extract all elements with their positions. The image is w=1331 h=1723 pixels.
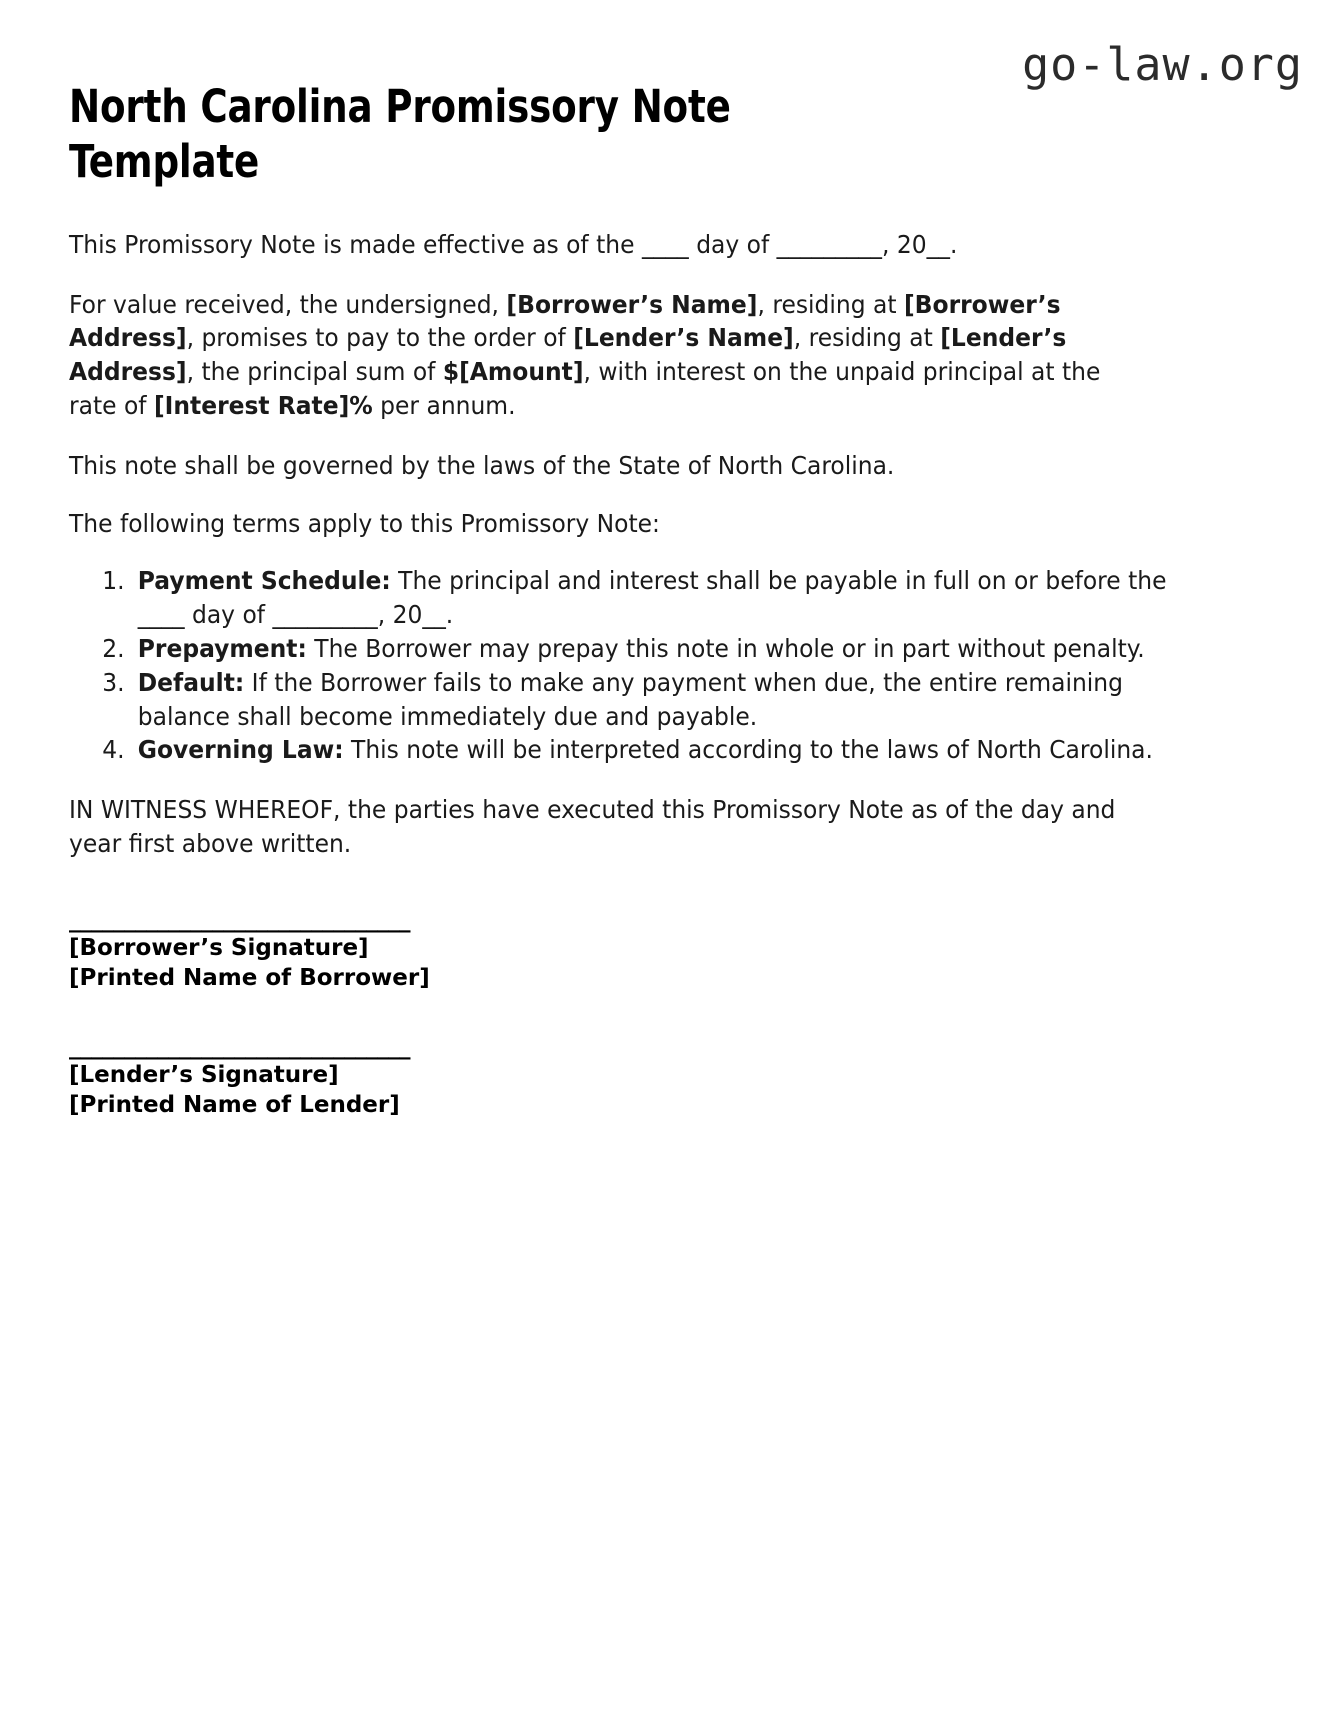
terms-list <box>69 564 1202 767</box>
month-blank: _________ <box>776 229 882 259</box>
consideration-text-1: For value received, the undersigned, <box>69 289 507 319</box>
spacer <box>69 262 1144 288</box>
term-label: Prepayment: <box>137 633 307 663</box>
consideration-text-2: , residing at <box>757 289 904 319</box>
consideration-text-6: , with interest on the unpaid principal at the rate of <box>69 357 1101 420</box>
lender-signature-label: [Lender’s Signature] <box>69 1061 339 1088</box>
spacer <box>69 190 1144 228</box>
list-item <box>132 564 1202 632</box>
lender-printed-name-label: [Printed Name of Lender] <box>69 1091 400 1118</box>
borrower-signature-rule: _______________________________ <box>69 906 410 933</box>
list-item <box>132 733 1202 767</box>
term-text: The principal and interest shall be payable in full on or before the ____ day of _________, 20__. <box>137 566 1167 630</box>
consideration-text-7: per annum. <box>372 390 516 420</box>
governing-law-paragraph: This note shall be governed by the laws of the State of North Carolina. <box>69 450 895 480</box>
spacer <box>69 767 1144 793</box>
terms-intro-paragraph: The following terms apply to this Promissory Note: <box>69 508 660 538</box>
list-item <box>132 632 1202 666</box>
year-blank: __ <box>926 229 951 259</box>
term-text: This note will be interpreted according to the laws of North Carolina. <box>343 735 1153 765</box>
effective-date-paragraph <box>69 228 1139 262</box>
term-text: The Borrower may prepay this note in whole or in part without penalty. <box>306 633 1145 663</box>
page-title: North Carolina Promissory Note Template <box>69 80 731 188</box>
amount-placeholder: $[Amount] <box>442 357 584 387</box>
borrower-signature-label: [Borrower’s Signature] <box>69 934 369 961</box>
borrower-name-placeholder: [Borrower’s Name] <box>506 289 758 319</box>
site-watermark: go-law.org <box>1022 38 1303 91</box>
spacer <box>69 483 1144 507</box>
witness-paragraph: IN WITNESS WHEREOF, the parties have executed this Promissory Note as of the day and year first above written. <box>69 795 1116 858</box>
borrower-address-placeholder: [Borrower’s Address] <box>69 289 1061 353</box>
effective-date-text-between: day of <box>688 229 777 259</box>
term-label: Governing Law: <box>137 735 344 765</box>
year-prefix: , 20 <box>881 229 927 259</box>
consideration-text-4: , residing at <box>793 323 941 353</box>
spacer <box>69 540 1144 564</box>
effective-date-period: . <box>950 229 958 259</box>
borrower-signature-block <box>69 907 1144 994</box>
list-item <box>132 666 1202 734</box>
interest-rate-placeholder: [Interest Rate]% <box>153 390 373 420</box>
term-text: If the Borrower fails to make any payment when due, the entire remaining balance shall become immediately due and payable. <box>137 667 1123 731</box>
lender-signature-rule: _______________________________ <box>69 1033 410 1060</box>
lender-name-placeholder: [Lender’s Name] <box>573 323 794 353</box>
lender-address-placeholder: [Lender’s Address] <box>69 323 1067 387</box>
consideration-text-5: , the principal sum of <box>186 357 443 387</box>
effective-date-text-before: This Promissory Note is made effective as of the <box>69 229 642 259</box>
lender-signature-block <box>69 1034 1144 1121</box>
spacer <box>69 994 1144 1034</box>
day-blank: ____ <box>641 229 689 259</box>
document-content <box>69 80 1167 1121</box>
consideration-text-3: , promises to pay to the order of <box>186 323 574 353</box>
term-label: Payment Schedule: <box>137 566 391 596</box>
spacer <box>69 861 1144 907</box>
term-label: Default: <box>137 667 245 697</box>
consideration-paragraph <box>69 288 1139 423</box>
borrower-printed-name-label: [Printed Name of Borrower] <box>69 964 430 991</box>
spacer <box>69 423 1144 449</box>
